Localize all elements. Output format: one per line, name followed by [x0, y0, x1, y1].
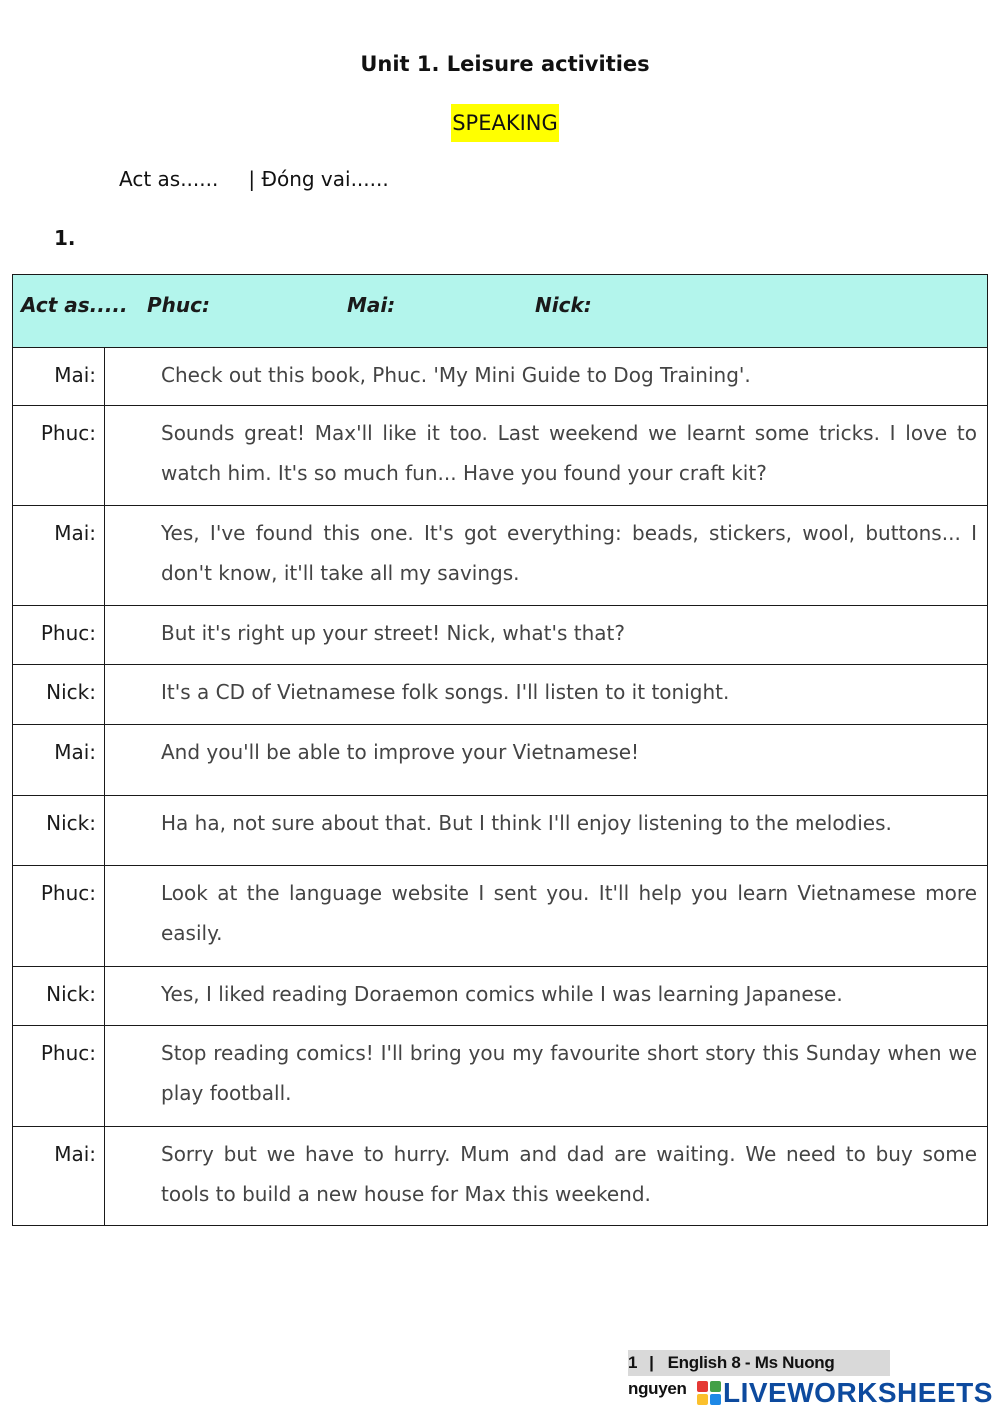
table-row — [13, 1127, 988, 1226]
section-heading-wrap — [0, 104, 1000, 142]
line-text: But it's right up your street! Nick, what's that? — [161, 621, 625, 645]
line-cell — [105, 725, 988, 796]
table-row — [13, 665, 988, 725]
exercise-number: 1. — [54, 226, 76, 250]
line-text: Yes, I've found this one. It's got everything: beads, stickers, wool, buttons... I don't know, it'll take all my savings. — [161, 521, 977, 585]
table-row — [13, 506, 988, 606]
speaker-cell: Nick: — [13, 967, 105, 1026]
line-text: Check out this book, Phuc. 'My Mini Guide to Dog Training'. — [161, 363, 751, 387]
speaker-cell: Mai: — [13, 1127, 105, 1226]
table-header-row — [13, 275, 988, 348]
line-text: Sorry but we have to hurry. Mum and dad are waiting. We need to buy some tools to build a new house for Max this weekend. — [161, 1142, 977, 1206]
line-text: Look at the language website I sent you. It'll help you learn Vietnamese more easily. — [161, 881, 977, 945]
speaker-cell: Mai: — [13, 348, 105, 406]
speaker-cell: Phuc: — [13, 406, 105, 506]
line-text: Stop reading comics! I'll bring you my favourite short story this Sunday when we play football. — [161, 1041, 977, 1105]
footer-separator: | — [649, 1353, 654, 1372]
logo-tile-green — [710, 1381, 721, 1392]
header-role-phuc: Phuc: — [147, 293, 210, 317]
speaker-cell: Phuc: — [13, 866, 105, 967]
liveworksheets-logo-text: LIVEWORKSHEETS — [723, 1377, 993, 1408]
table-row — [13, 866, 988, 967]
table-row — [13, 606, 988, 665]
line-text: Sounds great! Max'll like it too. Last weekend we learnt some tricks. I love to watch him. It's so much fun... Have you found your craft kit? — [161, 421, 977, 485]
header-role-mai: Mai: — [347, 293, 396, 317]
header-role-nick: Nick: — [535, 293, 592, 317]
line-text: Yes, I liked reading Doraemon comics while I was learning Japanese. — [161, 982, 843, 1006]
header-act-as: Act as..... — [21, 293, 128, 317]
line-cell — [105, 796, 988, 866]
line-cell — [105, 506, 988, 606]
footer-text: English 8 - Ms Nuong nguyen — [628, 1353, 835, 1398]
line-cell — [105, 1127, 988, 1226]
line-cell — [105, 406, 988, 506]
line-cell — [105, 348, 988, 406]
table-row — [13, 967, 988, 1026]
page-title: Unit 1. Leisure activities — [360, 52, 650, 76]
speaker-cell: Phuc: — [13, 1026, 105, 1127]
table-row — [13, 406, 988, 506]
speaker-cell: Nick: — [13, 665, 105, 725]
logo-tile-red — [697, 1381, 708, 1392]
line-cell — [105, 1026, 988, 1127]
logo-tile-yellow — [697, 1394, 708, 1405]
table-row — [13, 1026, 988, 1127]
liveworksheets-logo-icon — [697, 1381, 721, 1405]
speaker-cell: Mai: — [13, 506, 105, 606]
speaker-cell: Mai: — [13, 725, 105, 796]
instruction — [119, 167, 389, 191]
table-row — [13, 796, 988, 866]
line-cell — [105, 866, 988, 967]
dialogue-table — [12, 274, 988, 1226]
line-text: Ha ha, not sure about that. But I think I'll enjoy listening to the melodies. — [161, 811, 892, 835]
table-row — [13, 348, 988, 406]
page-footer — [628, 1350, 890, 1398]
line-text: It's a CD of Vietnamese folk songs. I'll listen to it tonight. — [161, 680, 730, 704]
table-row — [13, 725, 988, 796]
line-text: And you'll be able to improve your Vietnamese! — [161, 740, 640, 764]
instruction-vietnamese: | Đóng vai...... — [248, 167, 389, 191]
liveworksheets-logo — [697, 1377, 993, 1409]
line-cell — [105, 606, 988, 665]
speaker-cell: Nick: — [13, 796, 105, 866]
line-cell — [105, 967, 988, 1026]
table-header-cell — [13, 275, 988, 348]
section-heading: SPEAKING — [451, 104, 559, 142]
page-number: 1 — [628, 1353, 638, 1372]
instruction-english: Act as...... — [119, 167, 219, 191]
logo-tile-blue — [710, 1394, 721, 1405]
line-cell — [105, 665, 988, 725]
speaker-cell: Phuc: — [13, 606, 105, 665]
